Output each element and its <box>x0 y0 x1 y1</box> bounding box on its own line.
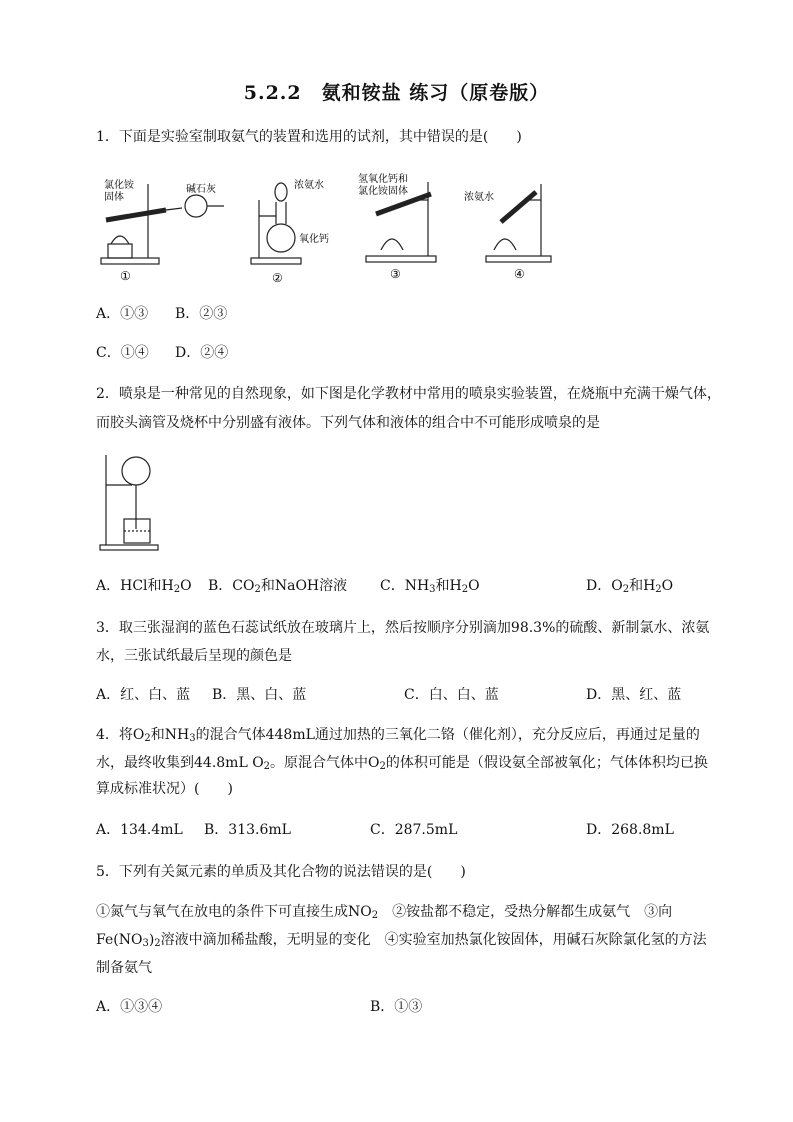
q2-option-b: B．$CO_2$和NaOH溶液 <box>208 578 348 595</box>
fig1-tube-joint <box>166 208 182 210</box>
fig1-number: ① <box>120 269 131 283</box>
fig1-label-c: 碱石灰 <box>186 184 216 195</box>
q5-stem: 5．下列有关氮元素的单质及其化合物的说法错误的是( ) <box>96 864 466 880</box>
q3-stem-line2: 水，三张试纸最后呈现的颜色是 <box>96 648 292 664</box>
q2-option-a: A．HCl和$H_2O$ <box>96 578 192 595</box>
q3-option-b: B．黑、白、蓝 <box>212 687 307 703</box>
fig3-base <box>366 256 436 262</box>
q3-option-c: C．白、白、蓝 <box>404 687 499 703</box>
fig2-label-b: 氧化钙 <box>299 234 329 245</box>
q3-option-a: A．红、白、蓝 <box>96 687 191 703</box>
fig1-lamp <box>111 236 129 244</box>
fig2-number: ② <box>272 271 283 285</box>
q1-option-b: B．②③ <box>175 306 228 322</box>
fig3-label-a: 氢氧化钙和 <box>358 174 408 185</box>
q3-option-d: D．黑、红、蓝 <box>586 687 682 703</box>
fig-q2-flask <box>122 457 150 485</box>
q4-option-c: C．287.5mL <box>370 822 458 838</box>
fig4-test-tube <box>501 192 536 222</box>
fig4-number: ④ <box>514 267 525 281</box>
q4-option-a: A．134.4mL <box>96 822 183 838</box>
fig1-base <box>101 258 159 264</box>
fig2-flask <box>267 224 295 252</box>
q1-option-c: C．①④ <box>96 345 149 361</box>
fig3-test-tube <box>376 194 431 214</box>
fig-q2-base <box>100 545 158 550</box>
q1-apparatus-figure <box>96 170 556 285</box>
fig3-label-b: 氯化铵固体 <box>358 186 408 197</box>
fig1-block <box>108 244 132 258</box>
fig1-label-a: 氯化铵 <box>104 180 134 191</box>
q5-option-b: B．①③ <box>370 999 423 1015</box>
page-title: 5.2.2 氨和铵盐 练习（原卷版） <box>243 82 550 104</box>
q5-statement-line3: 制备氨气 <box>96 960 152 976</box>
q1-option-a: A．①③ <box>96 306 149 322</box>
fig4-base <box>486 256 551 262</box>
fig4-label-a: 浓氨水 <box>464 192 494 203</box>
q4-option-b: B．313.6mL <box>204 822 291 838</box>
q4-stem-line1: 4．将$O_2$和$NH_3$的混合气体448mL通过加热的三氧化二铬（催化剂），充分反应后，再通过足量的 <box>96 727 700 744</box>
q3-stem-line1: 3．取三张湿润的蓝色石蕊试纸放在玻璃片上，然后按顺序分别滴加98.3%的硫酸、新制氯水、浓氨 <box>96 620 710 636</box>
q4-stem-line3: 算成标准状况）( ) <box>96 781 233 797</box>
q2-stem-line1: 2．喷泉是一种常见的自然现象，如下图是化学教材中常用的喷泉实验装置，在烧瓶中充满干燥气体， <box>96 386 721 402</box>
q1-option-d: D．②④ <box>175 345 229 361</box>
q2-option-c: C．$NH_3$和$H_2O$ <box>380 578 480 595</box>
q2-stem-line2: 而胶头滴管及烧杯中分别盛有液体。下列气体和液体的组合中不可能形成喷泉的是 <box>96 415 600 431</box>
q5-statement-line1: ①氮气与氧气在放电的条件下可直接生成$NO_2$ ②铵盐都不稳定，受热分解都生成氨气 ③向 <box>96 904 673 921</box>
fig2-label-a: 浓氨水 <box>294 180 324 191</box>
q4-option-d: D．268.8mL <box>586 822 674 838</box>
fig2-base <box>251 258 301 264</box>
fig3-lamp <box>381 239 403 250</box>
q5-statement-line2: $Fe(NO_3)_2$溶液中滴加稀盐酸，无明显的变化 ④实验室加热氯化铵固体，用碱石灰除氯化氢的方法 <box>96 932 707 949</box>
fig1-drying-tube <box>185 195 207 217</box>
fig4-lamp <box>494 239 516 250</box>
q5-option-a: A．①③④ <box>96 999 163 1015</box>
fig3-number: ③ <box>390 267 401 281</box>
q1-stem: 1．下面是实验室制取氨气的装置和选用的试剂，其中错误的是( ) <box>96 129 522 145</box>
q2-fountain-apparatus <box>98 453 170 553</box>
q4-stem-line2: 水，最终收集到44.8mL $O_2$。原混合气体中$O_2$的体积可能是（假设氨全部被氧化；气体体积均已换 <box>96 755 708 772</box>
fig2-funnel <box>275 183 287 201</box>
fig1-label-b: 固体 <box>104 192 124 203</box>
q2-option-d: D．$O_2$和$H_2O$ <box>586 578 674 595</box>
